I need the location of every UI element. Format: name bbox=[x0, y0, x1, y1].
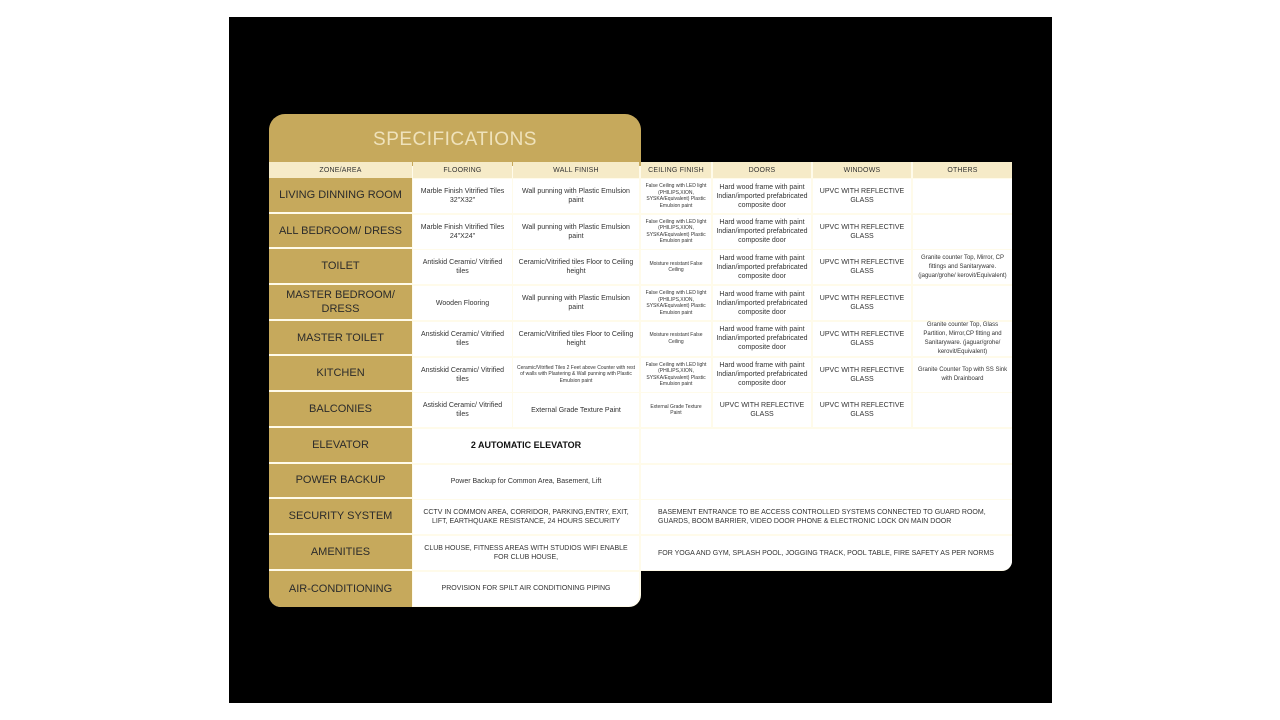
cell-windows: UPVC WITH REFLECTIVE GLASS bbox=[813, 250, 911, 284]
cell-ceiling-finish: External Grade Texture Paint bbox=[641, 393, 711, 427]
cell-doors: Hard wood frame with paint Indian/imported prefabricated composite door bbox=[713, 179, 811, 213]
row-label: MASTER TOILET bbox=[269, 321, 412, 357]
row-label: POWER BACKUP bbox=[269, 464, 412, 500]
row-label: BALCONIES bbox=[269, 392, 412, 428]
cell-doors: Hard wood frame with paint Indian/imported prefabricated composite door bbox=[713, 322, 811, 356]
header-others: OTHERS bbox=[913, 162, 1012, 178]
cell-others bbox=[913, 179, 1012, 213]
cell-wall-finish: Wall punning with Plastic Emulsion paint bbox=[513, 286, 639, 320]
cell-windows: UPVC WITH REFLECTIVE GLASS bbox=[813, 358, 911, 392]
cell-ceiling-finish: Moisture resistant False Ceiling bbox=[641, 250, 711, 284]
cell-wall-finish: Ceramic/Vitrified tiles Floor to Ceiling height bbox=[513, 322, 639, 356]
wide-cell-left: CCTV IN COMMON AREA, CORRIDOR, PARKING,ENTRY, EXIT, LIFT, EARTHQUAKE RESISTANCE, 24 HOURS SECURITY bbox=[413, 500, 639, 534]
row-label: SECURITY SYSTEM bbox=[269, 499, 412, 535]
wide-cell-right bbox=[641, 429, 1012, 463]
cell-wall-finish: Ceramic/Vitrified tiles Floor to Ceiling height bbox=[513, 250, 639, 284]
row-label: AIR-CONDITIONING bbox=[288, 582, 393, 595]
row-label: ELEVATOR bbox=[269, 428, 412, 464]
cell-doors: Hard wood frame with paint Indian/imported prefabricated composite door bbox=[713, 215, 811, 249]
cell-doors: UPVC WITH REFLECTIVE GLASS bbox=[713, 393, 811, 427]
cell-flooring: Antiskid Ceramic/ Vitrified tiles bbox=[413, 250, 512, 284]
cell-wall-finish: Wall punning with Plastic Emulsion paint bbox=[513, 179, 639, 213]
row-label: KITCHEN bbox=[269, 357, 412, 393]
cell-doors: Hard wood frame with paint Indian/imported prefabricated composite door bbox=[713, 286, 811, 320]
cell-windows: UPVC WITH REFLECTIVE GLASS bbox=[813, 322, 911, 356]
row-label: MASTER BEDROOM/ DRESS bbox=[269, 285, 412, 321]
specifications-title: SPECIFICATIONS bbox=[269, 114, 641, 166]
cell-wall-finish: Wall punning with Plastic Emulsion paint bbox=[513, 215, 639, 249]
header-doors: DOORS bbox=[713, 162, 811, 178]
header-flooring: FLOORING bbox=[413, 162, 512, 178]
header-zone-area: ZONE/AREA bbox=[269, 162, 412, 178]
cell-flooring: Anstiskid Ceramic/ Vitrified tiles bbox=[413, 358, 512, 392]
cell-windows: UPVC WITH REFLECTIVE GLASS bbox=[813, 393, 911, 427]
cell-ceiling-finish: False Ceiling with LED light (PHILIPS,XION, SYSKA/Equivalent) Plastic Emulsion paint bbox=[641, 358, 711, 392]
cell-doors: Hard wood frame with paint Indian/imported prefabricated composite door bbox=[713, 250, 811, 284]
header-wall-finish: WALL FINISH bbox=[513, 162, 639, 178]
cell-others: Granite counter Top, Glass Partition, Mirror,CP fitting and Sanitaryware. (jaguar/grohe/ kerovit/Equivalent) bbox=[913, 322, 1012, 356]
wide-cell-right: FOR YOGA AND GYM, SPLASH POOL, JOGGING TRACK, POOL TABLE, FIRE SAFETY AS PER NORMS bbox=[641, 536, 1012, 570]
cell-wall-finish: External Grade Texture Paint bbox=[513, 393, 639, 427]
wide-cell-left: 2 AUTOMATIC ELEVATOR bbox=[413, 429, 639, 463]
cell-windows: UPVC WITH REFLECTIVE GLASS bbox=[813, 215, 911, 249]
row-label: ALL BEDROOM/ DRESS bbox=[269, 214, 412, 250]
wide-cell-left: PROVISION FOR SPILT AIR CONDITIONING PIPING bbox=[413, 572, 639, 606]
cell-flooring: Wooden Flooring bbox=[413, 286, 512, 320]
cell-others bbox=[913, 215, 1012, 249]
cell-ceiling-finish: False Ceiling with LED light (PHILIPS,XION, SYSKA/Equivalent) Plastic Emulsion paint bbox=[641, 215, 711, 249]
cell-others bbox=[913, 393, 1012, 427]
cell-others: Granite Counter Top with SS Sink with Drainboard bbox=[913, 358, 1012, 392]
cell-windows: UPVC WITH REFLECTIVE GLASS bbox=[813, 179, 911, 213]
header-windows: WINDOWS bbox=[813, 162, 911, 178]
cell-flooring: Marble Finish Vitrified Tiles 32"X32" bbox=[413, 179, 512, 213]
cell-others: Granite counter Top, Mirror, CP fittings and Sanitaryware. (jaguar/grohe/ kerovit/Equivalent) bbox=[913, 250, 1012, 284]
row-label: TOILET bbox=[269, 249, 412, 285]
cell-others bbox=[913, 286, 1012, 320]
cell-windows: UPVC WITH REFLECTIVE GLASS bbox=[813, 286, 911, 320]
wide-cell-left: Power Backup for Common Area, Basement, Lift bbox=[413, 465, 639, 499]
row-label: AMENITIES bbox=[269, 535, 412, 571]
cell-flooring: Marble Finish Vitrified Tiles 24"X24" bbox=[413, 215, 512, 249]
cell-doors: Hard wood frame with paint Indian/imported prefabricated composite door bbox=[713, 358, 811, 392]
cell-ceiling-finish: False Ceiling with LED light (PHILIPS,XION, SYSKA/Equivalent) Plastic Emulsion paint bbox=[641, 286, 711, 320]
cell-flooring: Astiskid Ceramic/ Vitrified tiles bbox=[413, 393, 512, 427]
cell-ceiling-finish: False Ceiling with LED light (PHILIPS,XION, SYSKA/Equivalent) Plastic Emulsion paint bbox=[641, 179, 711, 213]
wide-cell-right bbox=[641, 465, 1012, 499]
row-label: LIVING DINNING ROOM bbox=[269, 178, 412, 214]
cell-wall-finish: Ceramic/Vitrified Tiles 2 Feet above Counter with rest of walls with Plastering & Wall punning with Plastic Emulsion paint bbox=[513, 358, 639, 392]
wide-cell-left: CLUB HOUSE, FITNESS AREAS WITH STUDIOS WIFI ENABLE FOR CLUB HOUSE, bbox=[413, 536, 639, 570]
cell-ceiling-finish: Moisture resistant False Ceiling bbox=[641, 322, 711, 356]
cell-flooring: Anstiskid Ceramic/ Vitrified tiles bbox=[413, 322, 512, 356]
wide-cell-right: BASEMENT ENTRANCE TO BE ACCESS CONTROLLED SYSTEMS CONNECTED TO GUARD ROOM, GUARDS, BOOM BARRIER, VIDEO DOOR PHONE & ELECTRONIC LOCK ON MAIN DOOR bbox=[641, 500, 1012, 534]
header-ceiling-finish: CEILING FINISH bbox=[641, 162, 711, 178]
